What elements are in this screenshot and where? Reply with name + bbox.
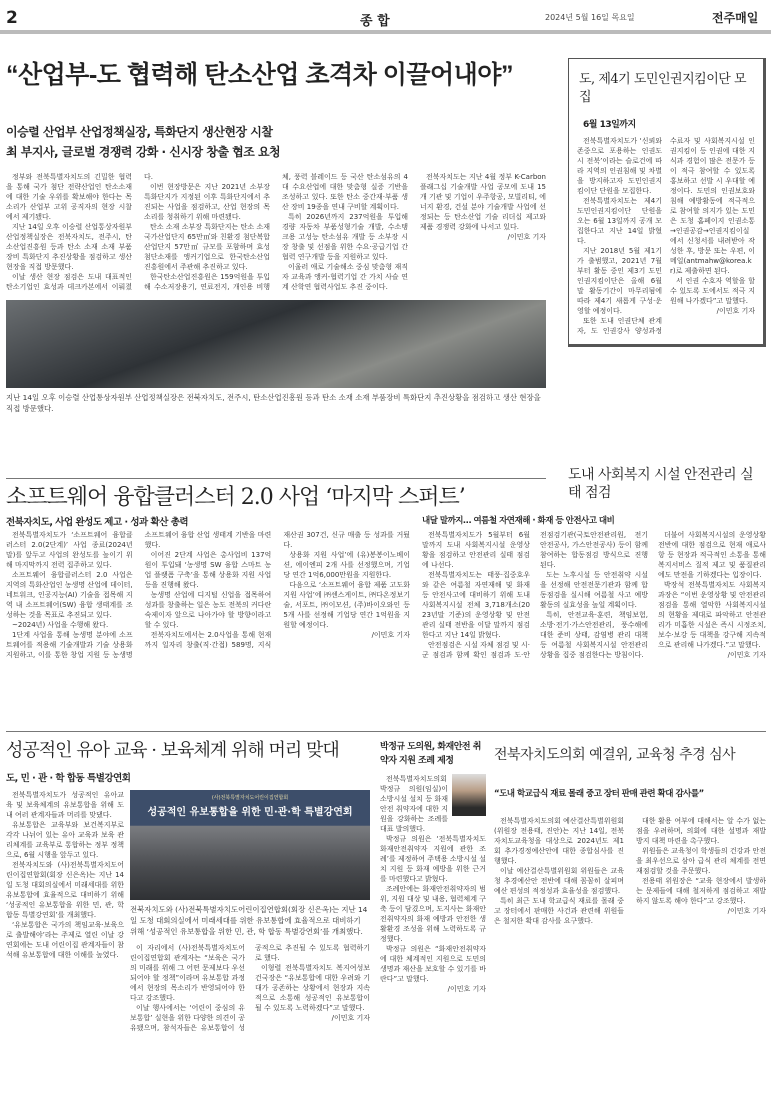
article5-body xyxy=(380,774,486,994)
article1-subhead1: 이승렬 산업부 산업정책실장, 특화단지 생산현장 시찰 xyxy=(6,125,273,139)
paragraph: 조례안에는 화재안전취약자의 범위, 지원 대상 및 내용, 협력체계 구축 등이 담겼으며, 도지사는 화재안전취약자의 화재 예방과 안전한 생활환경 조성을 위해 노력하도록 규정했다. xyxy=(380,885,486,943)
box-body xyxy=(577,136,755,336)
paragraph: 전용태 위원장은 “교육 현장에서 발생하는 문제들에 대해 철저하게 점검하고 재발하지 않도록 해야 한다”고 강조했다. xyxy=(636,877,766,905)
paragraph: 이번 현장방문은 지난 2021년 소부장 특화단지가 지정된 이후 특화단지에서 추진되는 사업을 점검하고, 산업 현장의 목소리를 청취하기 위해 마련됐다. xyxy=(144,183,270,221)
paragraph: 전북특별자치도의회 예산결산특별위원회(위원장 전용태, 진안)는 지난 14일, 전북자치도교육청을 대상으로 2024년도 제1회 추가경정예산안에 대한 종합심사를 진행했다. xyxy=(494,817,624,865)
paragraph: 1단계 사업을 통해 농생명 분야에 소프트웨어를 적용해 기술개발과 기술 상용화 지원하고, 이를 통한 창업 지원 등 농생명 소프트웨어 융합 산업 생태계 기반을 마련했다. xyxy=(6,531,272,659)
paragraph: 안전점검은 시설 자체 점검 및 시·군 점검과 함께 확인 점검과 도·안전점검기관(국토안전관리원, 전기안전공사, 가스안전공사) 등이 함께 참여하는 합동점검 방식으로 진행된다. xyxy=(422,531,648,659)
page-number: 2 xyxy=(6,8,18,28)
article3-subhead: 내달 말까지… 여름철 자연재해 · 화재 등 안전사고 대비 xyxy=(422,516,615,526)
paragraph: 더불어 사회복지시설의 운영상황 전반에 대한 점검으로 현재 애로사항 등 현장과 적극적인 소통을 통해 복지서비스 질적 제고 및 품질관리에도 만전을 기하겠다는 입장이다. xyxy=(658,531,766,579)
article1-photo xyxy=(6,300,546,388)
paragraph: 다음으로 ‘소프트웨어 융합 제품 고도화 지원 사업’에 ㈜센스게이트, ㈜다온정보기술, 서포트, ㈜이모션, (주)바이오와인 등 5개 사를 선정해 기업당 연간 1억원을 지원할 예정이다. xyxy=(283,581,410,629)
paragraph: 전북자치도는 지난 4월 정부 K-Carbon 플래그십 기술개발 사업 공모에 도내 15개 기관 및 기업이 우주항공, 모빌리티, 에너지 환경, 건설 분야 기술개발 사업에 선정되는 등 탄소산업 기술 리더십 제고와 제품 경쟁력 강화에 나서고 있다. xyxy=(420,173,546,231)
paragraph: 이날 생산 현장 점검은 도내 대표적인 탄소기업인 효성과 데크카본에서 이뤄졌다. xyxy=(6,173,153,291)
paragraph: 한국탄소산업진흥원은 159억원을 투입해 수소저장용기, 연료전지, 개인용 비행체, 풍력 블레이드 등 국산 탄소섬유의 4대 수요산업에 대한 맞춤형 실증 기반을 조성하고 있다. 또한 탄소 중간재·부품 생산 장비 19종을 연내 구비할 계획이다. xyxy=(144,173,408,291)
paragraph: 전북특별자치도가 ‘소프트웨어 융합클러스터 2.0(2단계)’ 사업 종료(2024년 말)를 앞두고 사업의 완성도를 높이기 위해 마지막까지 전력 집주하고 있다. xyxy=(6,531,133,569)
article5-headline[interactable]: 박정규 도의원, 화재안전 취약자 지원 조례 제정 xyxy=(380,742,481,766)
paragraph: 위원들은 교육청이 학생들의 건강과 안전을 최우선으로 삼아 급식 관리 체계를 전면 재점검할 것을 주문했다. xyxy=(636,847,766,875)
article4-byline: /이민호 기자 xyxy=(331,1014,370,1022)
photo-banner-org: (사)전북특별자치도어린이집연합회 xyxy=(211,795,289,801)
article2-body xyxy=(6,530,410,660)
paragraph: 이어진 2단계 사업은 총사업비 137억원이 투입돼 ‘농생명 SW 융합 스마트 농업 플랫폼 구축’을 통해 상용화 지원 사업 등을 진행해 왔다. xyxy=(144,551,272,589)
paragraph: 소프트웨어 융합클러스터 2.0 사업은 지역의 특화산업인 농생명 산업에 데이터, 네트워크, 인공지능(AI) 기술을 접목해 지역 내 소프트웨어(SW) 융합 생태계를 조성하는 것을 목표로 추진되고 있다. xyxy=(6,571,133,619)
article1-headline[interactable]: “산업부-도 협력해 탄소산업 초격차 이끌어내야” xyxy=(6,61,513,89)
paragraph: 탄소 소재 소부장 특화단지는 탄소 소재 국가산업단지 65만㎡와 친환경 첨단복합산업단지 57만㎡ 규모를 포함하며 효성첨단소재를 앵커기업으로 한국탄소산업진흥원에서 주관해 추진하고 있다. xyxy=(144,223,270,271)
paragraph: 농생명 산업에 디지털 신업을 접목하여 성과를 창출하는 일은 농도 전북의 커다란 숙제이자 앞으로 나아가야 할 방향이라고 할 수 있다. xyxy=(144,591,272,629)
paragraph: 이날 행사에서는 ‘어린이 중심의 유보통합’ 실현을 위한 다양한 의견이 공유됐으며, 참석자들은 유보통합이 성공적으로 추진될 수 있도록 협력하기로 했다. xyxy=(130,944,370,1032)
paragraph: 전북특별자치도는 태풍·집중호우와 같은 여름철 자연재해 및 화재 등 안전사고에 대비하기 위해 도내 사회복지시설 전체 3,718개소(2023년말 기준)의 운영상황 및 안전관리 실태 전반을 이달 말까지 점검한다고 지난 14일 밝혔다. xyxy=(422,571,530,639)
newspaper-brand: 전주매일 xyxy=(712,11,759,25)
box-byline: /이민호 기자 xyxy=(716,307,755,315)
paragraph: 박정규 의원은 ‘전북특별자치도 화재안전취약자 지원에 관한 조례’를 제정하여 주택용 소방시설 설치 지원 등 화재 예방을 위한 근거를 마련했다고 밝혔다. xyxy=(380,835,486,883)
photo-banner-title: 성공적인 유보통합을 위한 민·관·학 특별강연회 xyxy=(147,807,353,818)
article6-byline: /이민호 기자 xyxy=(727,907,766,915)
article4-subhead: 도, 민 · 관 · 학 합동 특별강연회 xyxy=(6,773,131,784)
paragraph: 전북자치도와 (사)전북특별자치도어린이집연합회(회장 신은옥)는 지난 14일 도청 대회의실에서 미래세대를 위한 유보통합에 효율적으로 대비하기 위해 ‘성공적인 유보통합을 위한 민, 관, 학 합동 특별강연회’를 개최했다. xyxy=(6,861,124,919)
paragraph: 이 자리에서 (사)전북특별자치도어린이집연합회 관계자는 “보육은 국가의 미래를 위해 그 어떤 문제보다 우선되어야 할 정책”이라며 유보통합 과정에서 현장의 목소리가 반영되어야 한다고 강조했다. xyxy=(130,944,245,1002)
paragraph: 서 인권 수호자 역할을 할 수 있도록 도에서도 적극 지원해 나가겠다”고 말했다. xyxy=(670,277,755,305)
divider xyxy=(6,478,546,479)
paragraph: 도는 노후시설 등 안전취약 시설을 선정해 안전전문기관과 함께 합동점검을 실시해 여름철 사고 예방활동의 실효성을 높일 계획이다. xyxy=(540,571,648,609)
article5-portrait xyxy=(452,774,486,816)
article4-lower xyxy=(130,904,370,1033)
section-title: 종 합 xyxy=(360,14,390,29)
article6-body xyxy=(494,816,766,926)
article6-headline[interactable]: 전북자치도의회 예결위, 교육청 추경 심사 xyxy=(494,747,736,763)
paragraph: 전북자치도에서는 2.0사업을 통해 현재까지 일자리 창출(직·간접) 589명, 지식재산권 307건, 신규 매출 등 성과를 거뒀다. xyxy=(144,531,410,649)
box-headline[interactable]: 도, 제4기 도민인권지킴이단 모집 xyxy=(579,72,746,105)
header-rule xyxy=(0,30,771,34)
paragraph: ‘유보통합은 국가의 책임교육·보육으로 출발해야’라는 주제로 열린 이날 강연회에는 도내 어린이집 관계자들이 참석해 유보통합에 대한 이해를 높였다. xyxy=(6,921,124,959)
paragraph: 특히, 안전교육·훈련, 책임보험, 소방·전기·가스안전관리, 풍수해에 대한 준비 상태, 감염병 관리 대책 등 여름철 사회복지시설 안전관리 상황을 집중 점검한다는 방침이다. xyxy=(540,611,648,659)
article5-byline: /이민호 기자 xyxy=(447,985,486,993)
paragraph: 특히 최근 도내 학교급식 재료를 몰래 중고 장터에서 판매한 사건과 관련해 위원들은 철저한 확대 감사를 요구했다. xyxy=(494,897,624,925)
paragraph: 전북특별자치도가 ‘신뢰와 존중으로 포용하는 인권도시 전북’이라는 슬로건에 따라 지역의 인권침해 및 차별을 방지하고자 도민인권지킴이단 단원을 모집한다. xyxy=(577,137,662,195)
article4-photo-caption: 전북자치도와 (사)전북특별자치도어린이집연합회(회장 신은옥)는 지난 14일 도청 대회의실에서 미래세대를 위한 유보통합에 효율적으로 대비하기 위해 ‘성공적인 유보통합을 위한 민, 관, 학 합동 특별강연회’를 개최했다. xyxy=(130,905,368,936)
paragraph: 전북특별자치도가 성공적인 유아교육 및 보육체계의 유보통합을 위해 도내 여러 관계자들과 머리를 맞댔다. xyxy=(6,791,124,819)
paragraph: 지난 2018년 5월 제1기가 출범했고, 2021년 7월부터 활동 중인 제3기 도민인권지킴이단은 올해 6월 말 활동기간이 마무리됨에 따라 제4기 새롭게 구성·운영할 예정이다. xyxy=(577,247,662,315)
paragraph: 정부와 전북특별자치도의 긴밀한 협력을 통해 국가 첨단 전략산업인 탄소소재에 대한 기술 우위를 확보해야 한다는 목소리가 산업부 고위 공직자의 현장 시찰에서 제기됐다. xyxy=(6,173,132,221)
article1-photo-caption: 지난 14일 오후 이승렬 산업통상자원부 산업정책실장은 전북자치도, 전주시, 탄소산업진흥원 등과 탄소 소재 소재 부품장비 특화단지 추진상황을 점검하고 생산 현장을 직접 방문했다. xyxy=(6,393,541,413)
article1-subhead2: 최 부지사, 글로벌 경쟁력 강화 · 신시장 창출 협조 요청 xyxy=(6,145,281,159)
article3-headline[interactable]: 도내 사회복지 시설 안전관리 실태 점검 xyxy=(568,467,754,501)
paragraph: 이형렬 전북특별자치도 복지여성보건국장은 “유보통합에 대한 우려와 기대가 공존하는 상황에서 현장과 지속적으로 소통해 성공적인 유보통합이 될 수 있도록 노력하겠다”고 말했다. xyxy=(255,964,370,1012)
paragraph: ~2024년) 사업을 수행해 왔다. xyxy=(12,621,109,629)
article3-byline: /이민호 기자 xyxy=(727,651,766,659)
paragraph: 전북특별자치도는 제4기 도민인권지킴이단 단원을 오는 6월 13일까지 공개 모집한다고 지난 14일 밝혔다. xyxy=(577,197,662,245)
recruitment-box xyxy=(568,58,766,347)
article2-headline[interactable]: 소프트웨어 융합클러스터 2.0 사업 ‘마지막 스퍼트’ xyxy=(6,485,465,510)
paragraph: 특히 2026년까지 237억원을 투입해 경량 자동차 부품성형기술 개발, 수소탱크용 고성능 탄소섬유 개발 등 소부장 시장 창출 및 선점을 위한 수요·공급기업 간 협력 연구개발 등을 지원하고 있다. xyxy=(282,213,408,261)
paragraph: 전북특별자치도가 5월부터 6월 말까지 도내 사회복지시설 운영상황을 점검하고 안전관리 실태 점검에 나선다. xyxy=(422,531,530,569)
article4-headline[interactable]: 성공적인 유아 교육 · 보육체계 위해 머리 맞대 xyxy=(6,740,339,761)
article1-byline: /이민호 기자 xyxy=(507,233,546,241)
article2-subhead: 전북자치도, 사업 완성도 제고 · 성과 확산 총력 xyxy=(6,517,189,528)
paragraph: 박정규 의원은 “화재안전취약자에 대한 체계적인 지원으로 도민의 생명과 재산을 보호할 수 있기를 바란다”고 말했다. xyxy=(380,945,486,983)
article4-photo xyxy=(130,790,370,900)
article3-body xyxy=(422,530,766,660)
article1 xyxy=(6,122,546,414)
paragraph: 대한 활용 여부에 대해서는 알 수가 없는 점을 우려하며, 의회에 대한 설명과 재발 방지 대책 마련을 촉구했다. xyxy=(636,817,766,845)
paragraph: 유보통합은 교육부와 보건복지부로 각각 나뉘어 있는 유아 교육과 보육 관리체계를 교육부로 통합하는 정부 정책으로, 6월 시행을 앞두고 있다. xyxy=(6,821,124,859)
article1-body xyxy=(6,172,546,292)
paragraph: 이날 예산결산특별위원회 위원들은 교육청 추경예산안 전반에 대해 꼼꼼히 살피며 예산 편성의 적정성과 효율성을 점검했다. xyxy=(494,867,624,895)
paragraph: 박장석 전북특별자치도 사회복지과장은 “이번 운영상황 및 안전관리 점검을 통해 열악한 사회복지시설의 현황을 제대로 파악하고 안전관리가 미흡한 시설은 즉시 시정조치, 보수·보강 등 대책을 강구해 지속적으로 관리해 나가겠다.”고 말했다. xyxy=(658,581,766,649)
paragraph: 상용화 지원 사업’에 (유)봉봉이노베이션, 에이엔피 2개 사를 선정했으며, 기업당 연간 1억6,000만원을 지원한다. xyxy=(283,551,410,579)
issue-date: 2024년 5월 16일 목요일 xyxy=(545,13,635,22)
paragraph: 또한 도내 인권단체 관계자, 도 인권강사 양성과정 수료자 및 사회복지시설 인권지킴이 등 인권에 대한 지식과 경험이 많은 전문가 등이 적극 참여할 수 있도록 홍보하고 선발 시 우대할 예정이다. 도민의 인권보호와 침해 예방활동에 적극적으로 참여할 의지가 있는 도민은 도청 홈페이지 인권소통→인권공감→인권지킴이실에서 신청서를 내려받아 작성한 후, 방문 또는 우편, 이메일(antmahw@korea.kr)로 제출하면 된다. xyxy=(577,137,755,335)
paragraph: 전북특별자치도의회 박정규 의원(임실)이 소방시설 설치 등 화재안전 취약자에 대한 지원을 강화하는 조례를 대표 발의했다. xyxy=(380,775,448,833)
article2-byline: /이민호 기자 xyxy=(371,631,410,639)
article6-subhead: “도내 학교급식 재료 몰래 중고 장터 판매 관련 확대 감사를” xyxy=(494,789,704,799)
paragraph: 지난 14일 오후 이승렬 산업통상자원부 산업정책실장은 전북자치도, 전주시, 탄소산업진흥원 등과 탄소 소재 소재 부품장비 특화단지 추진상황을 점검하고 생산 현장을 직접 방문했다. xyxy=(6,223,132,271)
paragraph: 이울러 애로 기술해소 중심 맞춤형 재직자 교육과 앵커-협력기업 간 가치 사슬 연계 산학연 협력사업도 추진 중이다. xyxy=(282,263,408,291)
article4-body-column1 xyxy=(6,790,124,960)
divider xyxy=(6,731,766,732)
box-subhead: 6월 13일까지 xyxy=(583,120,636,130)
article4-body-column2 xyxy=(130,943,370,1033)
